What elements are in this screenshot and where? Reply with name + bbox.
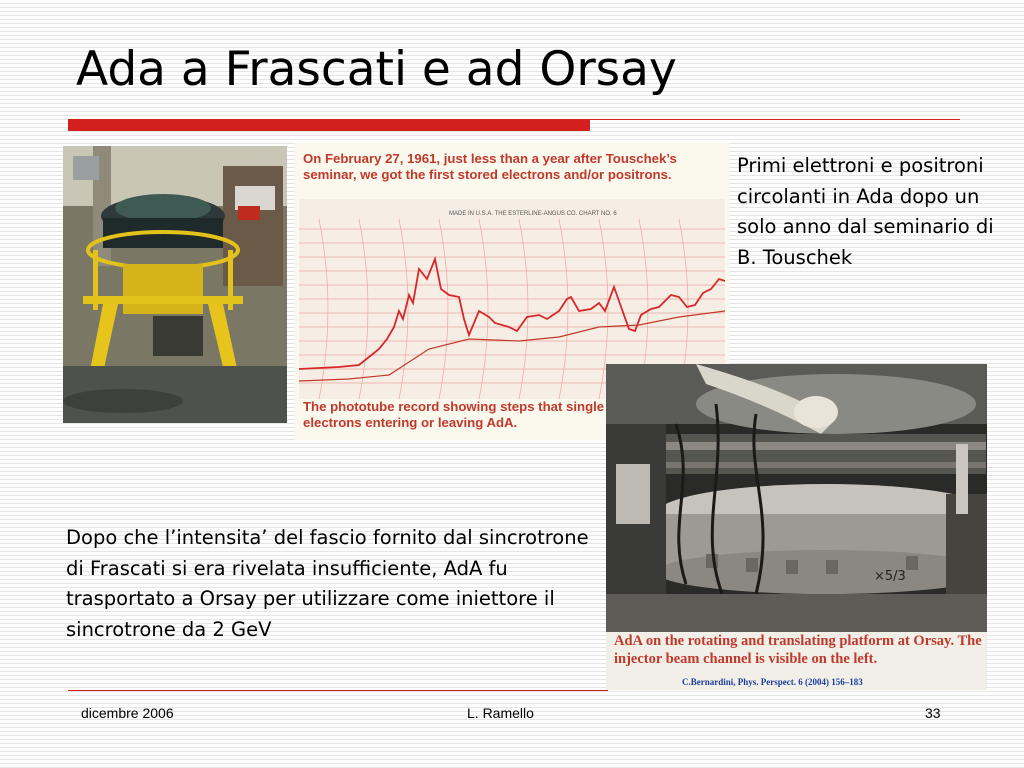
footer-page-number: 33 [925,705,941,721]
chart-caption-bottom: The phototube record showing steps that single electrons entering or leaving AdA. [303,399,605,430]
ada-orsay-illustration [606,364,987,632]
body-description: Dopo che l’intensita’ del fascio fornito dal sincrotrone di Frascati si era rivelata insufficiente, AdA fu trasportato a Orsay per utilizzare come iniettore il sincrotrone da 2 GeV [66,526,589,641]
title-underline-thick [68,119,590,131]
title-underline-thin [590,119,960,120]
footer-author: L. Ramello [467,705,534,721]
ada-orsay-photo [606,364,987,690]
slide-title: Ada a Frascati e ad Orsay [76,42,677,97]
ada-orsay-caption: AdA on the rotating and translating platform at Orsay. The injector beam channel is visible on the left. [614,633,982,667]
footer-divider [68,690,608,691]
chart-caption-top: On February 27, 1961, just less than a year after Touschek’s seminar, we got the first stored electrons and/or positrons. [303,151,677,182]
ada-orsay-marking: ×5/3 [874,569,906,584]
ada-frascati-photo [63,146,287,423]
side-description: Primi elettroni e positroni circolanti in Ada dopo un solo anno dal seminario di B. Touschek [737,154,994,269]
ada-frascati-illustration [63,146,287,423]
footer-date: dicembre 2006 [81,705,174,721]
ada-orsay-reference: C.Bernardini, Phys. Perspect. 6 (2004) 156–183 [682,677,863,687]
chart-paper-header: MADE IN U.S.A. THE ESTERLINE-ANGUS CO. CHART NO. 6 [449,211,617,217]
